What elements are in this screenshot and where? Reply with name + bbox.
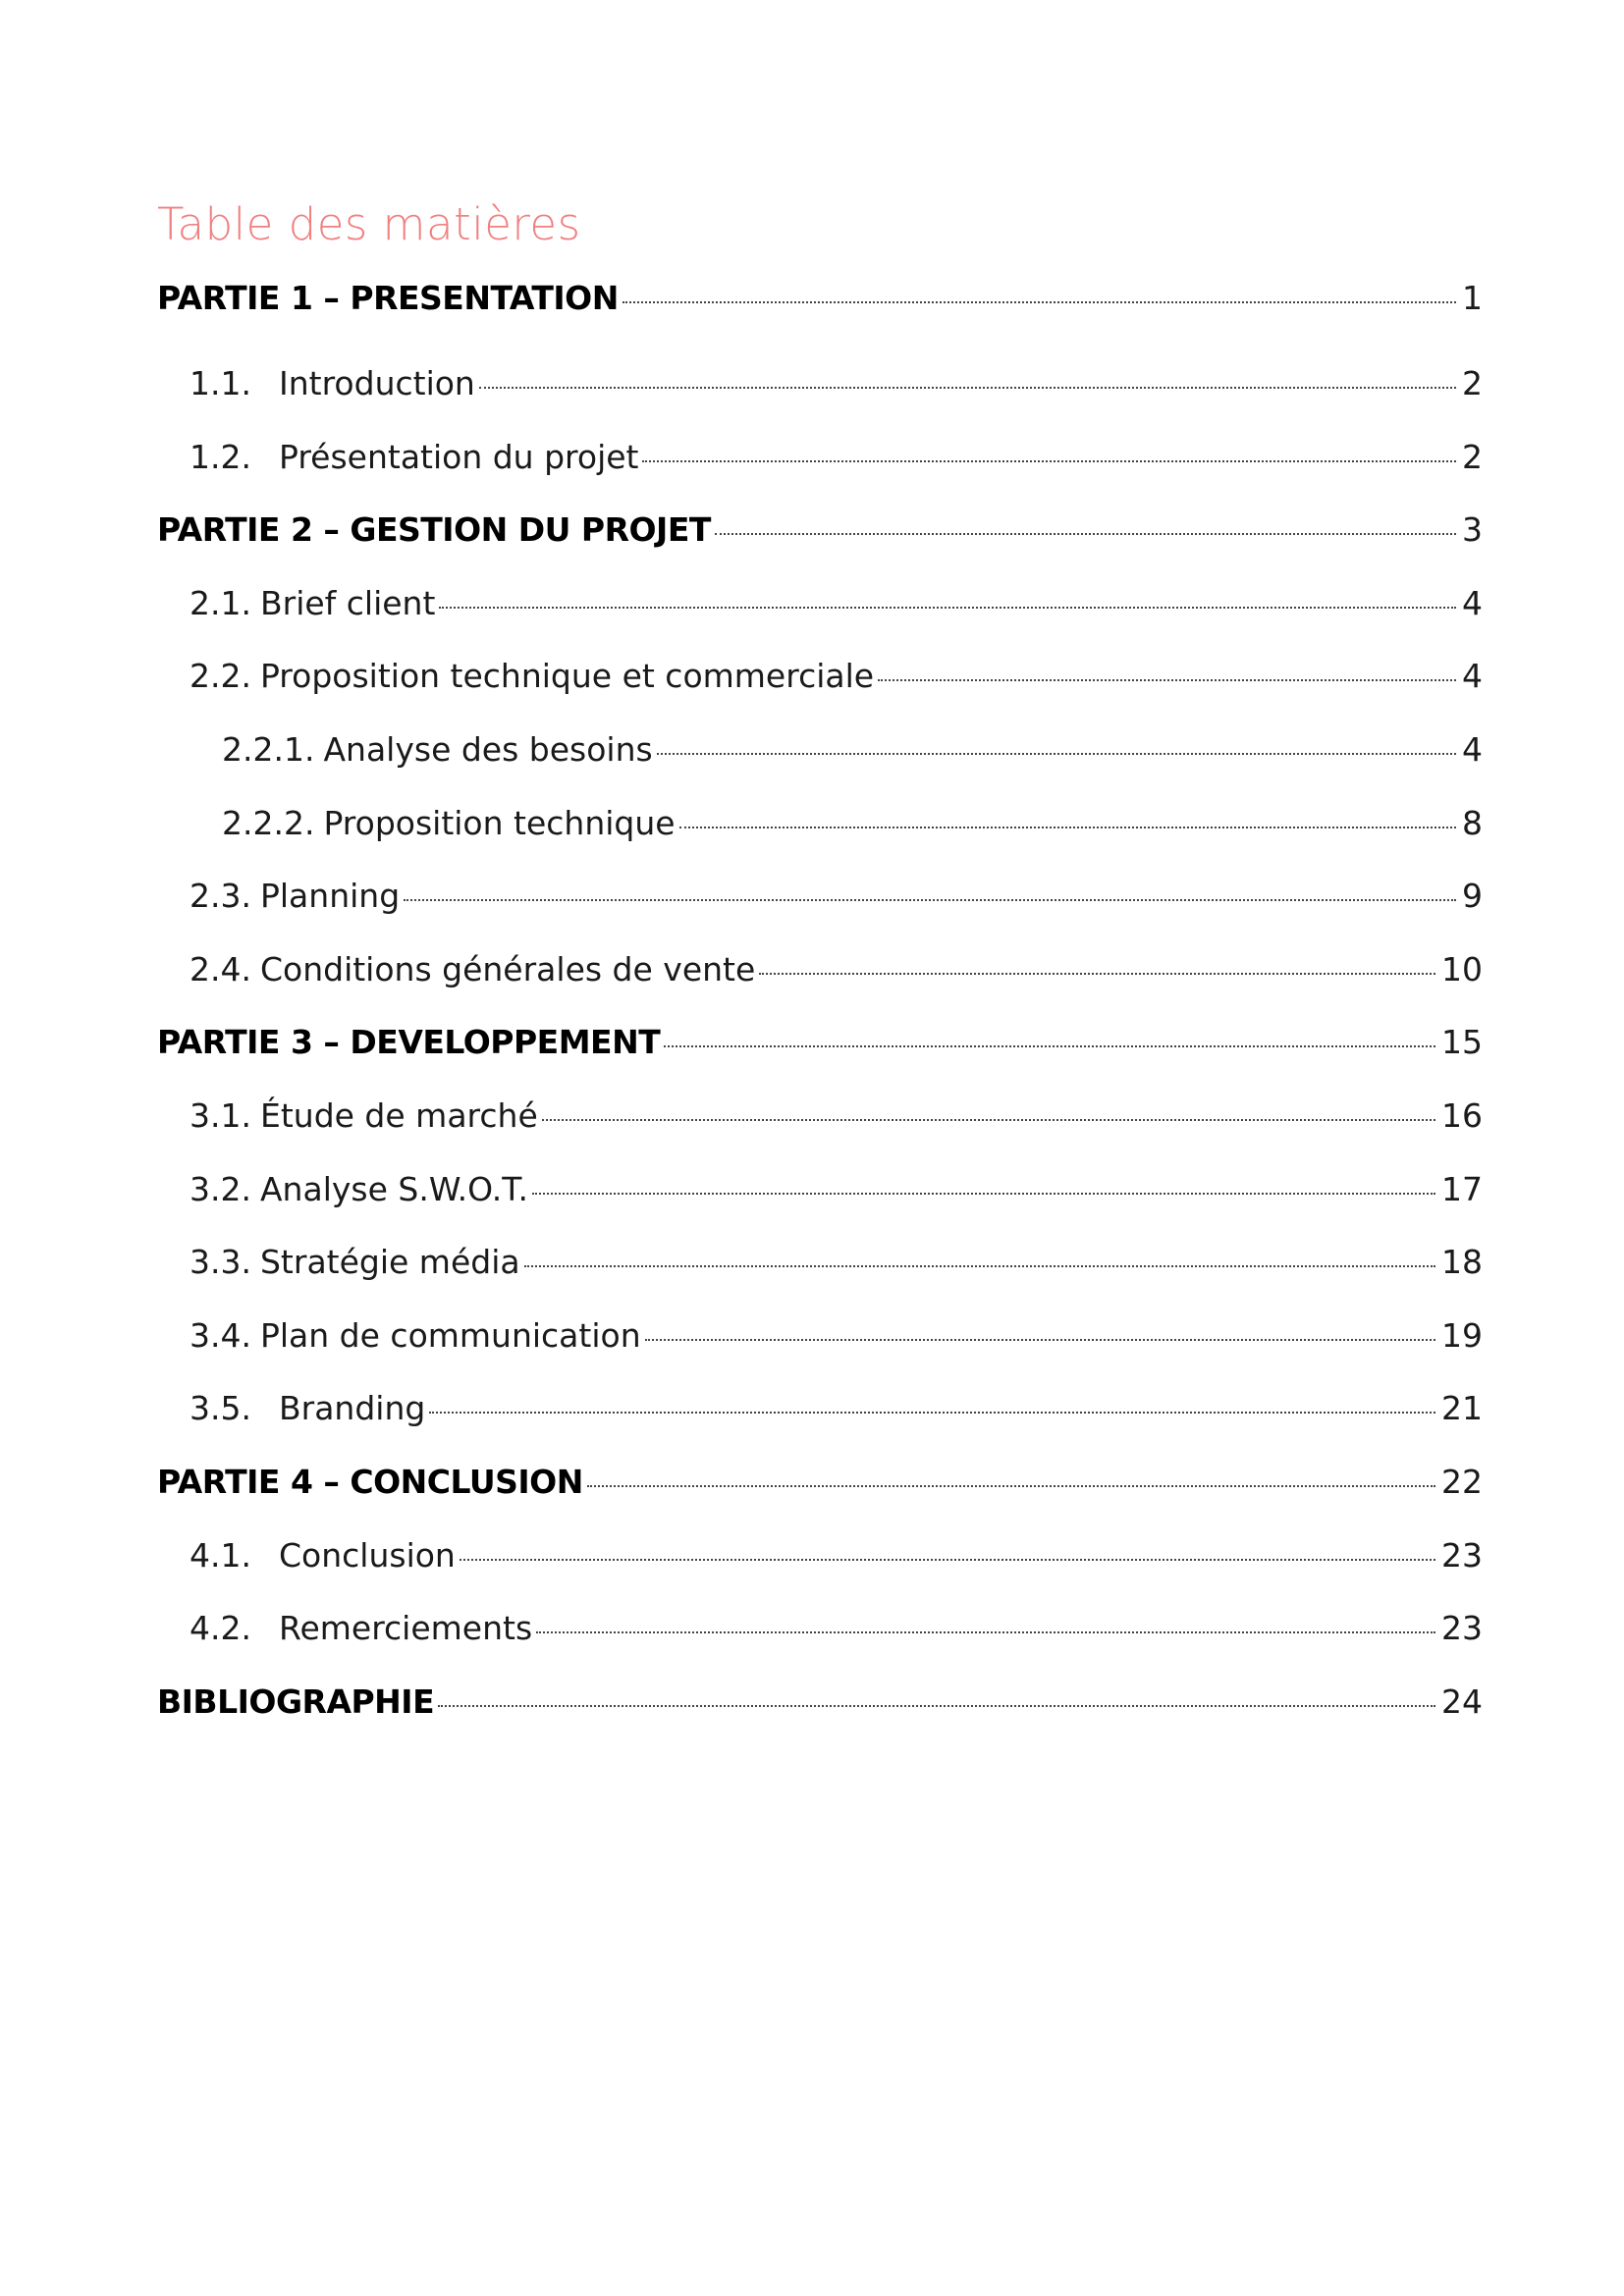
toc-page-number: 24	[1441, 1682, 1483, 1721]
toc-entry-label: Introduction	[279, 364, 475, 402]
toc-entry-label: Conclusion	[279, 1535, 456, 1575]
toc-page-number: 22	[1441, 1462, 1483, 1501]
toc-entry[interactable]	[157, 934, 1483, 1007]
toc-entry-part[interactable]	[157, 275, 1483, 322]
toc-page-number: 16	[1441, 1095, 1483, 1135]
toc-entry-label: BIBLIOGRAPHIE	[157, 1682, 435, 1721]
toc-entry-number: 3.2.	[189, 1169, 251, 1208]
toc-entry-number: 1.1.	[189, 364, 251, 402]
toc-entry[interactable]	[157, 1153, 1483, 1227]
toc-page-number: 23	[1441, 1609, 1483, 1648]
toc-entry-label: Stratégie média	[259, 1243, 520, 1282]
dot-leader	[642, 460, 1456, 462]
toc-page-number: 2	[1462, 437, 1483, 476]
toc-entry-label: Analyse des besoins	[323, 729, 653, 769]
toc-entry[interactable]	[157, 860, 1483, 934]
toc-entry-number: 3.3.	[189, 1243, 251, 1282]
dot-leader	[429, 1412, 1435, 1414]
toc-entry[interactable]	[157, 1226, 1483, 1300]
toc-entry[interactable]	[157, 421, 1483, 495]
toc-entry-number: 4.2.	[189, 1609, 251, 1648]
toc-page-number: 4	[1462, 729, 1483, 769]
toc-entry-number: 2.2.2.	[222, 803, 315, 842]
toc-entry-label: Remerciements	[279, 1609, 533, 1648]
dot-leader	[645, 1339, 1435, 1341]
toc-entry-number: 2.2.1.	[222, 729, 315, 769]
toc-entry-part[interactable]	[157, 1666, 1483, 1739]
toc-entry-label: Étude de marché	[259, 1095, 538, 1135]
toc-entry[interactable]	[157, 1372, 1483, 1446]
dot-leader	[679, 827, 1456, 828]
toc-entry[interactable]	[157, 787, 1483, 861]
toc-page-number: 23	[1441, 1535, 1483, 1575]
toc-page-number: 2	[1462, 364, 1483, 402]
toc-entry-label: PARTIE 2 – GESTION DU PROJET	[157, 510, 711, 550]
toc-entry[interactable]	[157, 1080, 1483, 1153]
toc-entry[interactable]	[157, 1520, 1483, 1593]
dot-leader	[460, 1559, 1435, 1561]
toc-entry[interactable]	[157, 567, 1483, 641]
dot-leader	[878, 679, 1456, 681]
toc-page-number: 1	[1462, 279, 1483, 317]
dot-leader	[759, 973, 1435, 975]
toc-entry[interactable]	[157, 1592, 1483, 1666]
toc-page-number: 21	[1441, 1389, 1483, 1428]
dot-leader	[536, 1631, 1435, 1633]
toc-entry-number: 3.1.	[189, 1095, 251, 1135]
toc-entry-label: Brief client	[259, 583, 436, 622]
toc-entry-label: Analyse S.W.O.T.	[259, 1169, 529, 1208]
table-of-contents	[157, 196, 1483, 1738]
toc-list	[157, 275, 1483, 1738]
dot-leader	[404, 899, 1456, 901]
toc-entry[interactable]	[157, 714, 1483, 787]
toc-entry-number: 2.1.	[189, 583, 251, 622]
toc-page-number: 19	[1441, 1315, 1483, 1355]
dot-leader	[439, 607, 1456, 609]
toc-entry-number: 2.4.	[189, 949, 251, 988]
toc-page-number: 9	[1462, 877, 1483, 916]
toc-entry-number: 1.2.	[189, 437, 251, 476]
toc-page-number: 4	[1462, 583, 1483, 622]
toc-page-number: 10	[1441, 949, 1483, 988]
toc-entry-label: PARTIE 1 – PRESENTATION	[157, 279, 619, 317]
toc-entry-number: 2.3.	[189, 877, 251, 916]
toc-page-number: 15	[1441, 1023, 1483, 1062]
toc-entry-label: Plan de communication	[259, 1315, 641, 1355]
toc-page-number: 3	[1462, 510, 1483, 550]
toc-entry-number: 2.2.	[189, 657, 251, 696]
toc-entry-number: 3.4.	[189, 1315, 251, 1355]
toc-entry-label: Proposition technique	[323, 803, 676, 842]
dot-leader	[664, 1045, 1435, 1047]
toc-entry-label: Branding	[279, 1389, 426, 1428]
toc-entry[interactable]	[157, 640, 1483, 714]
toc-entry-part[interactable]	[157, 1446, 1483, 1520]
dot-leader	[524, 1265, 1435, 1267]
dot-leader	[438, 1705, 1435, 1707]
toc-page-number: 4	[1462, 657, 1483, 696]
toc-entry-number: 3.5.	[189, 1389, 251, 1428]
toc-entry-label: Conditions générales de vente	[259, 949, 756, 988]
toc-entry-label: Présentation du projet	[279, 437, 639, 476]
toc-entry-part[interactable]	[157, 494, 1483, 567]
toc-entry-label: Proposition technique et commerciale	[259, 657, 875, 696]
dot-leader	[542, 1119, 1435, 1121]
dot-leader	[587, 1485, 1435, 1487]
toc-entry-label: Planning	[259, 877, 401, 916]
toc-entry-label: PARTIE 4 – CONCLUSION	[157, 1462, 583, 1501]
dot-leader	[623, 301, 1456, 303]
toc-entry-part[interactable]	[157, 1006, 1483, 1080]
dot-leader	[715, 533, 1456, 535]
toc-entry[interactable]	[157, 1300, 1483, 1373]
toc-page-number: 18	[1441, 1243, 1483, 1282]
toc-entry-number: 4.1.	[189, 1535, 251, 1575]
dot-leader	[479, 387, 1456, 389]
dot-leader	[532, 1193, 1435, 1195]
toc-entry[interactable]	[157, 347, 1483, 421]
toc-entry-label: PARTIE 3 – DEVELOPPEMENT	[157, 1023, 661, 1062]
dot-leader	[657, 753, 1456, 755]
toc-page-number: 8	[1462, 803, 1483, 842]
toc-page-number: 17	[1441, 1169, 1483, 1208]
toc-title: Table des matières	[157, 198, 581, 250]
